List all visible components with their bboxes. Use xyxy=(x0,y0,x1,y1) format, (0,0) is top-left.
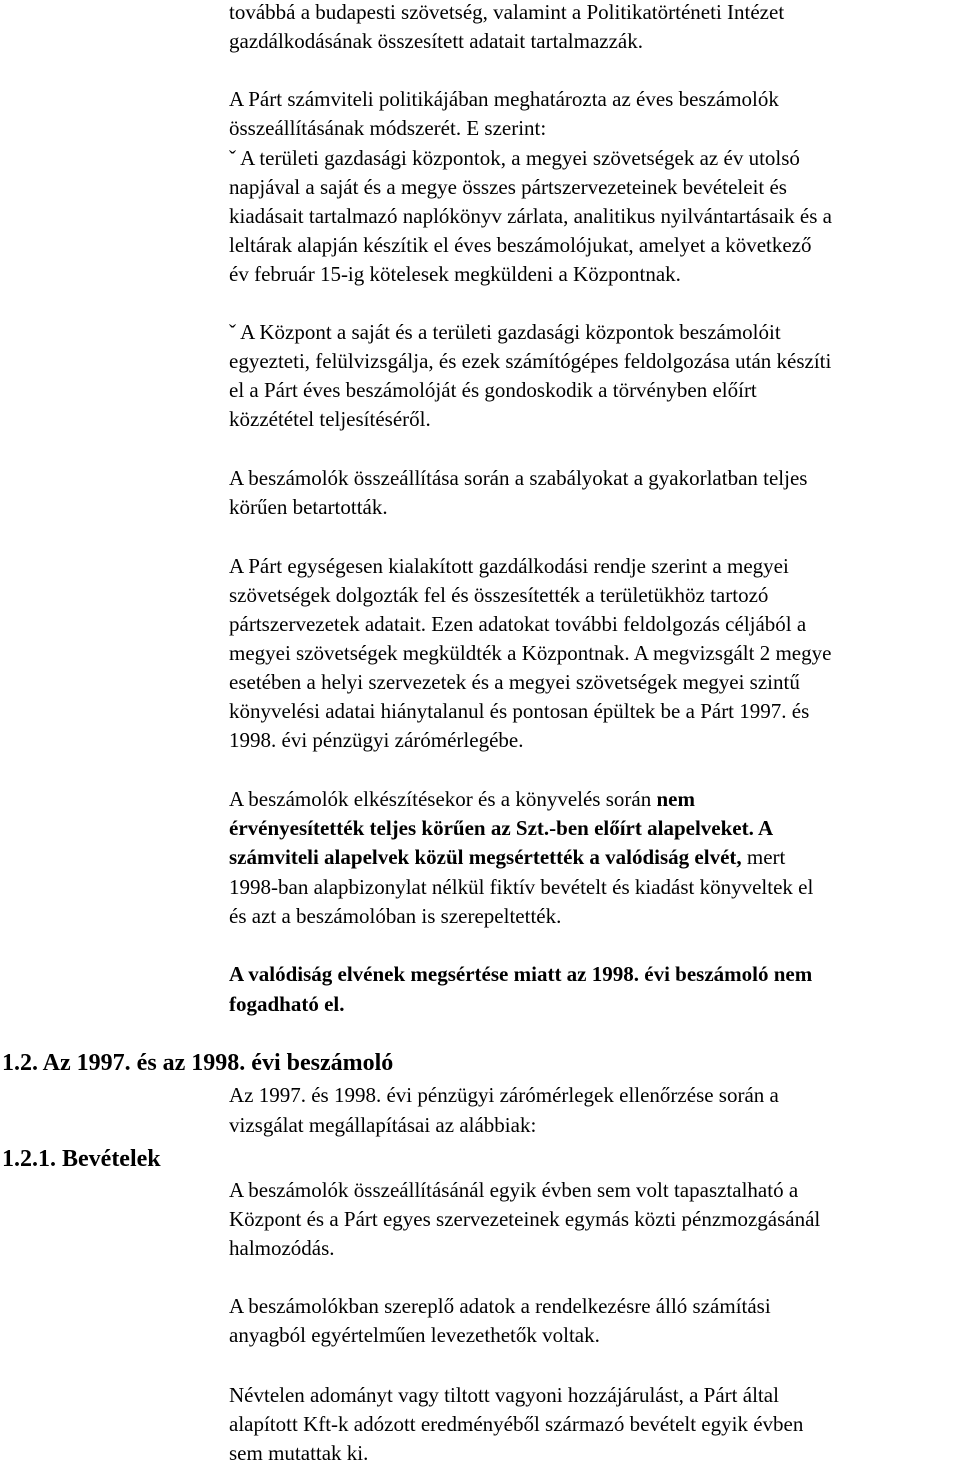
text-line xyxy=(229,843,785,872)
text-line: és azt a beszámolóban is szerepeltették. xyxy=(229,904,562,928)
text-line: el a Párt éves beszámolóját és gondoskodik a törvényben előírt xyxy=(229,378,757,402)
text-line: sem mutattak ki. xyxy=(229,1441,369,1465)
text-line: körűen betartották. xyxy=(229,495,388,519)
text-line: halmozódás. xyxy=(229,1236,335,1260)
text-line: 1998. évi pénzügyi zárómérlegébe. xyxy=(229,728,524,752)
text-line xyxy=(229,785,695,814)
text-line: összeállításának módszerét. E szerint: xyxy=(229,116,547,140)
text-line: vizsgálat megállapításai az alábbiak: xyxy=(229,1113,537,1137)
text-line: Az 1997. és 1998. évi pénzügyi zárómérlegek ellenőrzése során a xyxy=(229,1083,779,1107)
text-line: A beszámolók összeállítása során a szabályokat a gyakorlatban teljes xyxy=(229,466,808,490)
text-bold: nem xyxy=(656,787,695,811)
text-bold: számviteli alapelvek közül megsértették a valódiság elvét, xyxy=(229,845,742,869)
conclusion-line: fogadható el. xyxy=(229,992,345,1016)
section-heading: 1.2. Az 1997. és az 1998. évi beszámoló xyxy=(2,1050,394,1076)
text-line: továbbá a budapesti szövetség, valamint a Politikatörténeti Intézet xyxy=(229,0,785,24)
conclusion-line: A valódiság elvének megsértése miatt az 1998. évi beszámoló nem xyxy=(229,962,813,986)
text-line: Központ és a Párt egyes szervezeteinek egymás közti pénzmozgásánál xyxy=(229,1207,821,1231)
text-line: 1998-ban alapbizonylat nélkül fiktív bevételt és kiadást könyveltek el xyxy=(229,875,814,899)
text-line: megyei szövetségek megküldték a Központnak. A megvizsgált 2 megye xyxy=(229,641,832,665)
bullet-line: ˇ A területi gazdasági központok, a megyei szövetségek az év utolsó xyxy=(229,146,800,170)
text-line: kiadásait tartalmazó naplókönyv zárlata, analitikus nyilvántartásaik és a xyxy=(229,204,832,228)
text-line: gazdálkodásának összesített adatait tartalmazzák. xyxy=(229,29,643,53)
text-line: A beszámolókban szereplő adatok a rendelkezésre álló számítási xyxy=(229,1294,771,1318)
text-line: esetében a helyi szervezetek és a megyei szövetségek megyei szintű xyxy=(229,670,800,694)
text-line: közzététel teljesítéséről. xyxy=(229,407,431,431)
bullet-line: ˇ A Központ a saját és a területi gazdasági központok beszámolóit xyxy=(229,320,781,344)
text-line: év február 15-ig kötelesek megküldeni a Központnak. xyxy=(229,262,681,286)
text-line: pártszervezetek adatait. Ezen adatokat további feldolgozás céljából a xyxy=(229,612,807,636)
text-line: szövetségek dolgozták fel és összesítették a területükhöz tartozó xyxy=(229,583,769,607)
text-line-bold: érvényesítették teljes körűen az Szt.-ben előírt alapelveket. A xyxy=(229,816,774,840)
text-line: könyvelési adatai hiánytalanul és pontosan épültek be a Párt 1997. és xyxy=(229,699,810,723)
text-line: anyagból egyértelműen levezethetők voltak. xyxy=(229,1323,600,1347)
text-normal: mert xyxy=(741,845,786,869)
subsection-heading: 1.2.1. Bevételek xyxy=(2,1146,161,1172)
text-line: Névtelen adományt vagy tiltott vagyoni hozzájárulást, a Párt által xyxy=(229,1383,779,1407)
text-line: leltárak alapján készítik el éves beszámolójukat, amelyet a következő xyxy=(229,233,812,257)
text-line: napjával a saját és a megye összes pártszervezeteinek bevételeit és xyxy=(229,175,787,199)
text-line: alapított Kft-k adózott eredményéből származó bevételt egyik évben xyxy=(229,1412,804,1436)
text-line: egyezteti, felülvizsgálja, és ezek számítógépes feldolgozása után készíti xyxy=(229,349,832,373)
text-normal: A beszámolók elkészítésekor és a könyvelés során xyxy=(229,787,657,811)
text-line: A Párt számviteli politikájában meghatározta az éves beszámolók xyxy=(229,87,779,111)
text-line: A beszámolók összeállításánál egyik évben sem volt tapasztalható a xyxy=(229,1178,799,1202)
text-line: A Párt egységesen kialakított gazdálkodási rendje szerint a megyei xyxy=(229,554,789,578)
